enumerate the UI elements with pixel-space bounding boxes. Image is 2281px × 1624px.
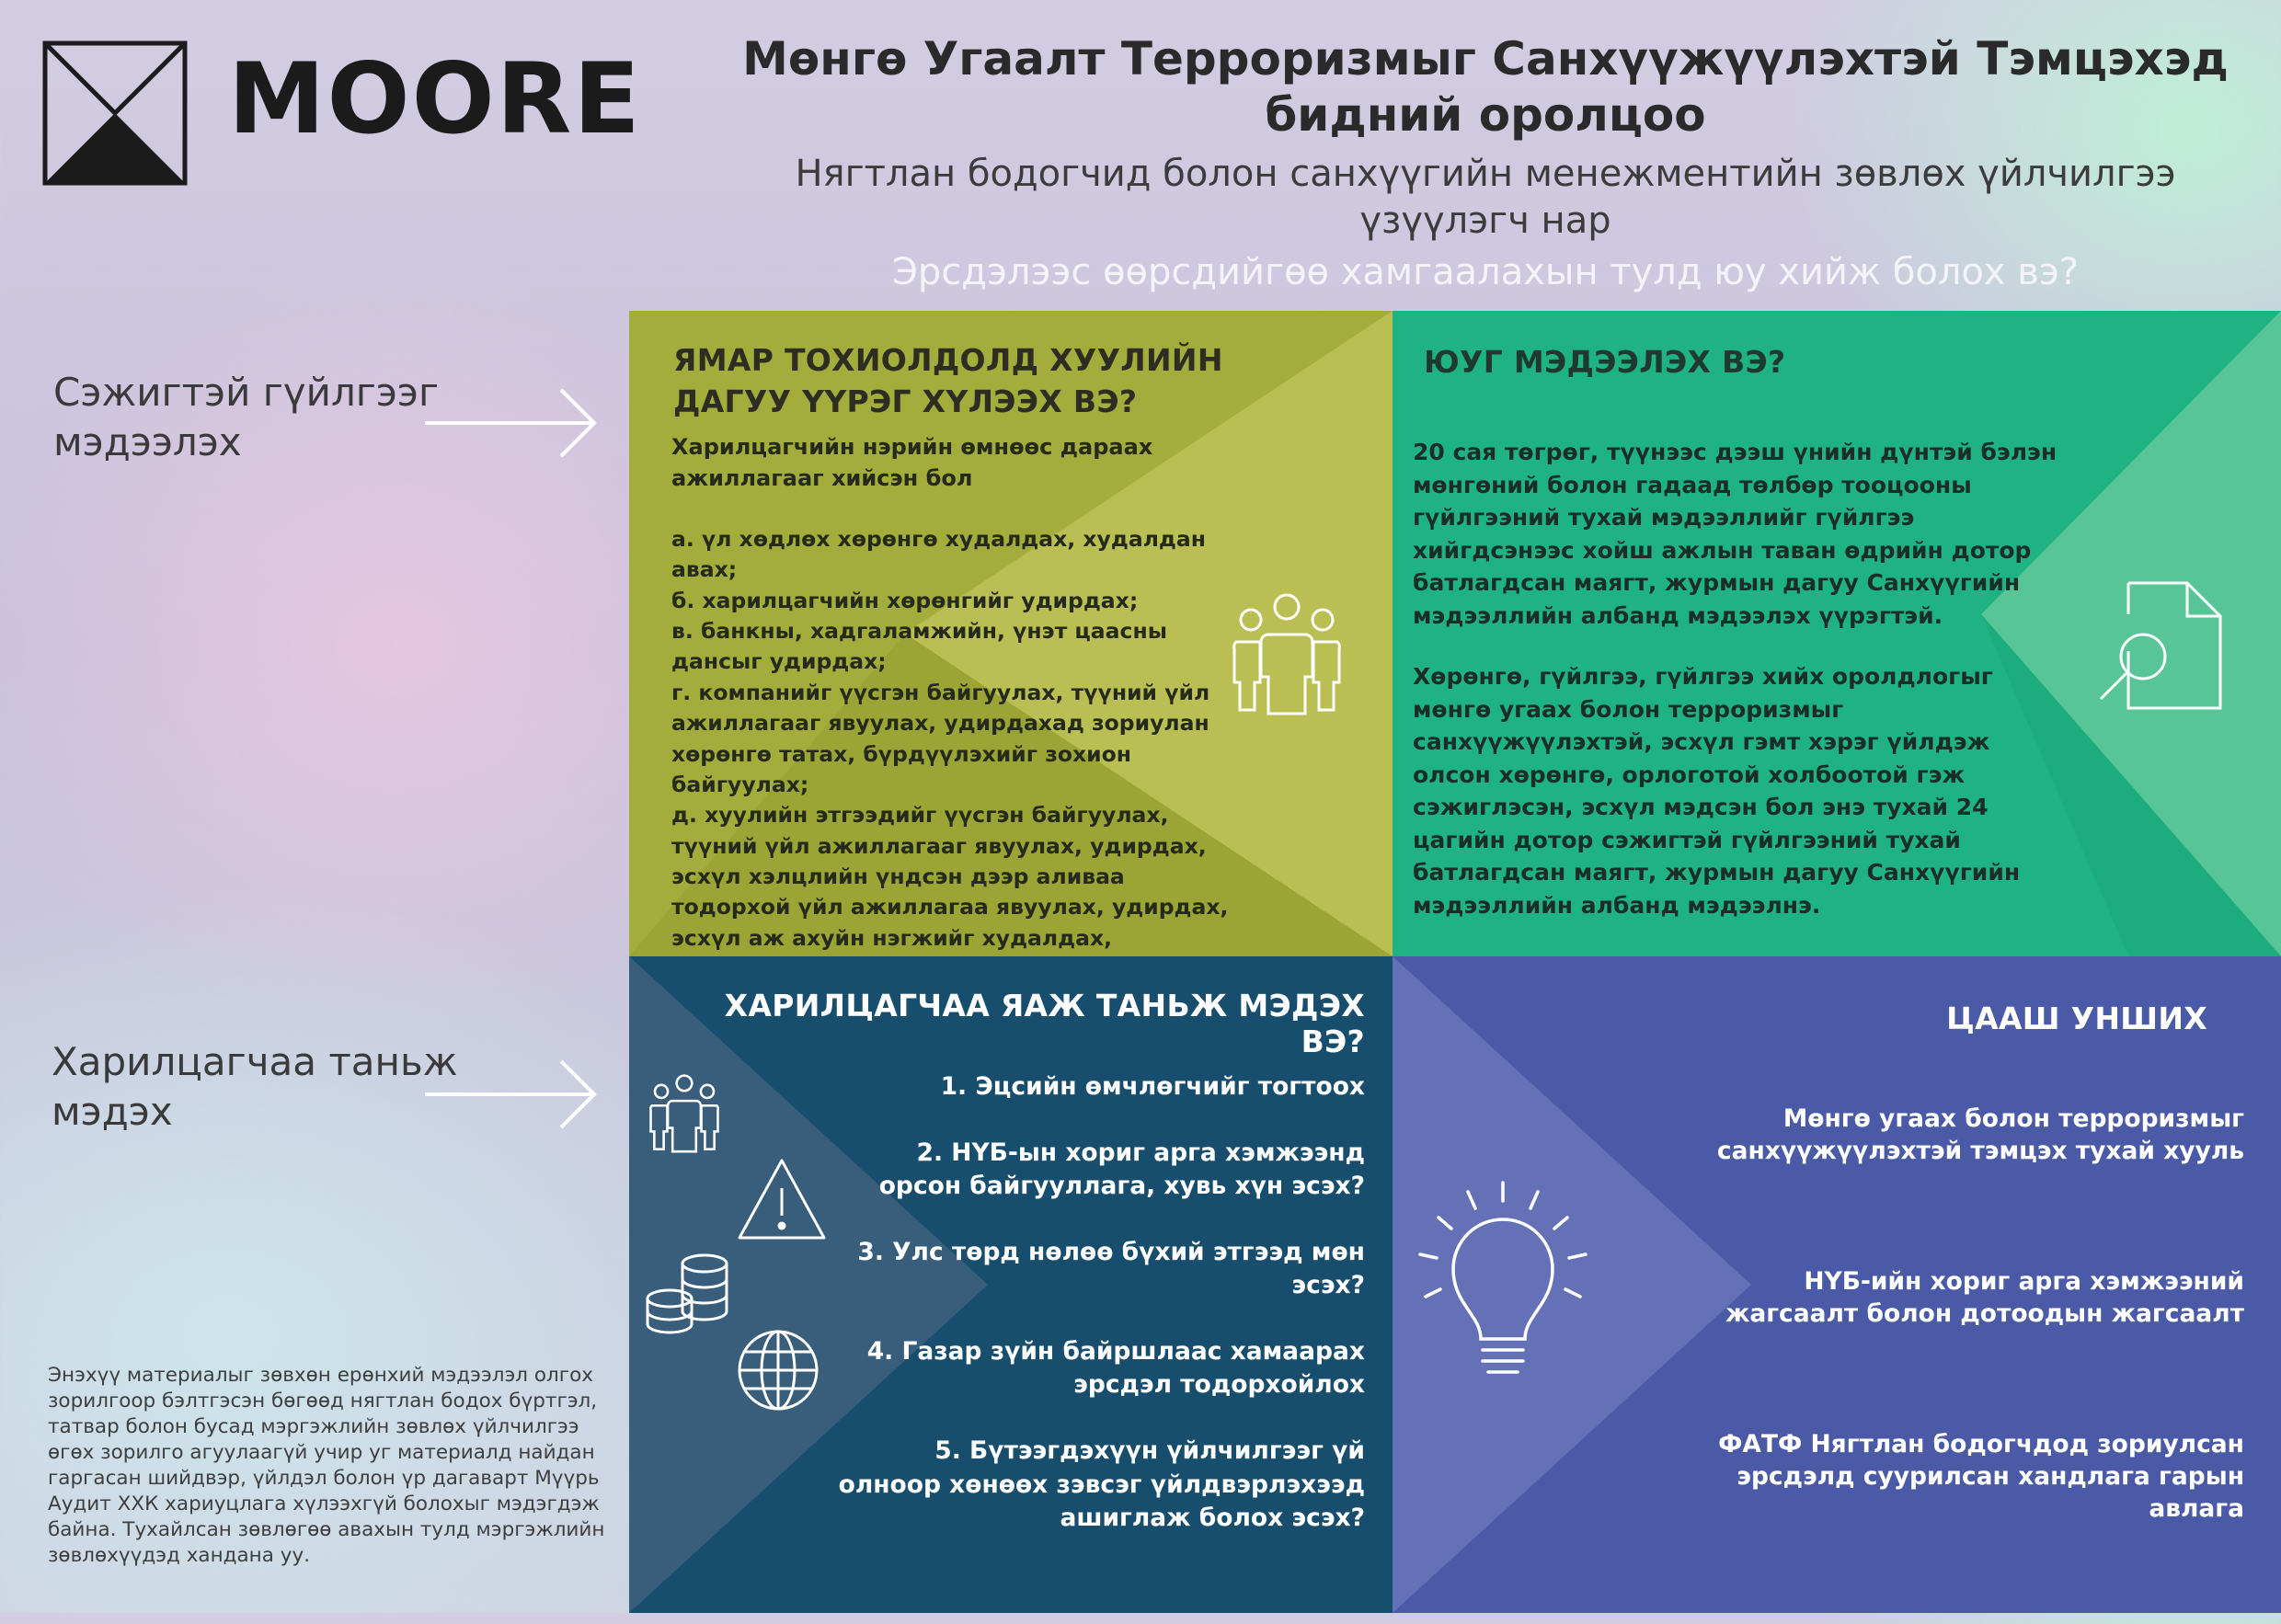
list-item: 4. Газар зүйн байршлаас хамаарах эрсдэл тодорхойлох bbox=[866, 1336, 1365, 1400]
guiding-question: Эрсдэлээс өөрсдийгөө хамгаалахын тулд юу хийж болох вэ? bbox=[891, 251, 2080, 293]
panel-what-to-report bbox=[1393, 311, 2281, 956]
reading-link-fatf-guide[interactable]: ФАТФ Нягтлан бодогчдод зориулсан эрсдэлд суурилсан хандлага гарын авлага bbox=[1718, 1429, 2244, 1523]
disclaimer-text: Энэхүү материалыг зөвхөн ерөнхий мэдээлэл олгох зорилгоор бэлтгэсэн бөгөөд нягтлан бодох бүртгэл, татвар болон бусад мэргэжлийн зөвлөх үйлчилгээ өгөх зорилго агуулаагүй учир уг материалд найдан гаргасан шийдвэр, үйлдэл болон үр дагаварт Мүүрь Аудит ХХК хариуцлага хүлээхгүй болохыг мэдэгдэж байна. Тухайлсан зөвлөгөө авахын тулд мэргэжлийн зөвлөхүүдэд хандана уу. bbox=[48, 1364, 605, 1567]
reading-links bbox=[1696, 1104, 2244, 1624]
list-item: 2. НҮБ-ын хориг арга хэмжээнд орсон байгууллага, хувь хүн эсэх? bbox=[878, 1138, 1365, 1201]
panel-know-your-customer bbox=[629, 956, 1393, 1613]
label-report-suspicious: Сэжигтэй гүйлгээг мэдээлэх bbox=[53, 370, 440, 464]
panel-title: ЦААШ УНШИХ bbox=[1946, 1001, 2207, 1036]
panel-title: ЮУГ МЭДЭЭЛЭХ ВЭ? bbox=[1424, 344, 1786, 380]
panel-title: ЯМАР ТОХИОЛДОЛД ХУУЛИЙН ДАГУУ ҮҮРЭГ ХҮЛЭЭХ ВЭ? bbox=[673, 342, 1223, 419]
brand-name: MOORE bbox=[228, 42, 642, 155]
panel-further-reading bbox=[1393, 956, 2281, 1613]
panel-intro: Харилцагчийн нэрийн өмнөөс дараах ажиллагааг хийсэн бол bbox=[671, 434, 1153, 491]
reading-link-aml-law[interactable]: Мөнгө угаах болон терроризмыг санхүүжүүлэхтэй тэмцэх тухай хууль bbox=[1716, 1104, 2244, 1165]
arrow-right-icon bbox=[425, 1058, 600, 1131]
kyc-steps-list bbox=[831, 1070, 1365, 1568]
obligation-list bbox=[671, 524, 1232, 984]
page-title: Мөнгө Угаалт Терроризмыг Санхүүжүүлэхтэй Тэмцэхэд бидний оролцоо bbox=[742, 32, 2229, 142]
list-item: 3. Улс төрд нөлөө бүхий этгээд мөн эсэх? bbox=[857, 1237, 1365, 1300]
coins-icon bbox=[642, 1251, 734, 1339]
globe-icon bbox=[734, 1326, 822, 1414]
list-item: б. харилцагчийн хөрөнгийг удирдах; bbox=[671, 587, 1139, 613]
list-item: в. банкны, хадгаламжийн, үнэт цаасны дансыг удирдах; bbox=[671, 618, 1167, 675]
page-subtitle: Нягтлан бодогчид болон санхүүгийн менежментийн зөвлөх үйлчилгээ үзүүлэгч нар bbox=[795, 153, 2176, 243]
lightbulb-icon bbox=[1411, 1177, 1595, 1389]
warning-icon bbox=[736, 1157, 828, 1243]
list-item: 5. Бүтээгдэхүүн үйлчилгээг үй олноор хөнөөх зэвсэг үйлдвэрлэхээд ашиглаж болох эсэх? bbox=[838, 1435, 1365, 1533]
reading-link-un-sanctions[interactable]: НҮБ-ийн хориг арга хэмжээний жагсаалт болон дотоодын жагсаалт bbox=[1725, 1266, 2244, 1328]
arrow-right-icon bbox=[425, 386, 600, 460]
list-item: а. үл хөдлөх хөрөнгө худалдах, худалдан авах; bbox=[671, 526, 1206, 583]
label-know-customer: Харилцагчаа таньж мэдэх bbox=[52, 1039, 458, 1134]
suspicious-report-text: Хөрөнгө, гүйлгээ, гүйлгээ хийх оролдлогыг мөнгө угаах болон терроризмыг санхүүжүүлэхтэй, эсхүл гэмт хэрэг үйлдэж олсон хөрөнгө, орлоготой холбоотой гэж сэжиглэсэн, эсхүл мэдсэн бол энэ тухай 24 цагийн дотор сэжигтэй гүйлгээний тухай батлагдсан маягт, журмын дагуу Санхүүгийн мэдээллийн албанд мэдээлнэ. bbox=[1413, 663, 2021, 919]
list-item: г. компанийг үүсгэн байгуулах, түүний үйл ажиллагааг явуулах, удирдахад зориулан хөрөнгө татах, бүрдүүлэхийг зохион байгуулах; bbox=[671, 679, 1210, 797]
people-group-icon bbox=[640, 1067, 728, 1155]
panel-legal-obligation bbox=[629, 311, 1393, 956]
people-group-icon bbox=[1218, 581, 1356, 719]
list-item: 1. Эцсийн өмчлөгчийг тогтоох bbox=[940, 1072, 1365, 1101]
panel-title: ХАРИЛЦАГЧАА ЯАЖ ТАНЬЖ МЭДЭХ ВЭ? bbox=[724, 988, 1365, 1059]
reporting-threshold-text: 20 сая төгрөг, түүнээс дээш үнийн дүнтэй бэлэн мөнгөний болон гадаад төлбөр тооцооны гүйлгээний тухай мэдээллийг гүйлгээ хийгдсэнээс хойш ажлын таван өдрийн дотор батлагдсан маягт, журмын дагуу Санхүүгийн мэдээллийн албанд мэдээлэх үүрэгтэй. bbox=[1413, 439, 2057, 629]
list-item: д. хуулийн этгээдийг үүсгэн байгуулах, түүний үйл ажиллагааг явуулах, удирдах, эсхүл хэлцлийн үндсэн дээр аливаа тодорхой үйл ажиллагаа явуулах, удирдах, эсхүл аж ахуйн нэгжийг худалдах, bbox=[671, 802, 1229, 951]
moore-logo-mark bbox=[42, 40, 188, 186]
document-search-icon bbox=[2093, 578, 2231, 715]
